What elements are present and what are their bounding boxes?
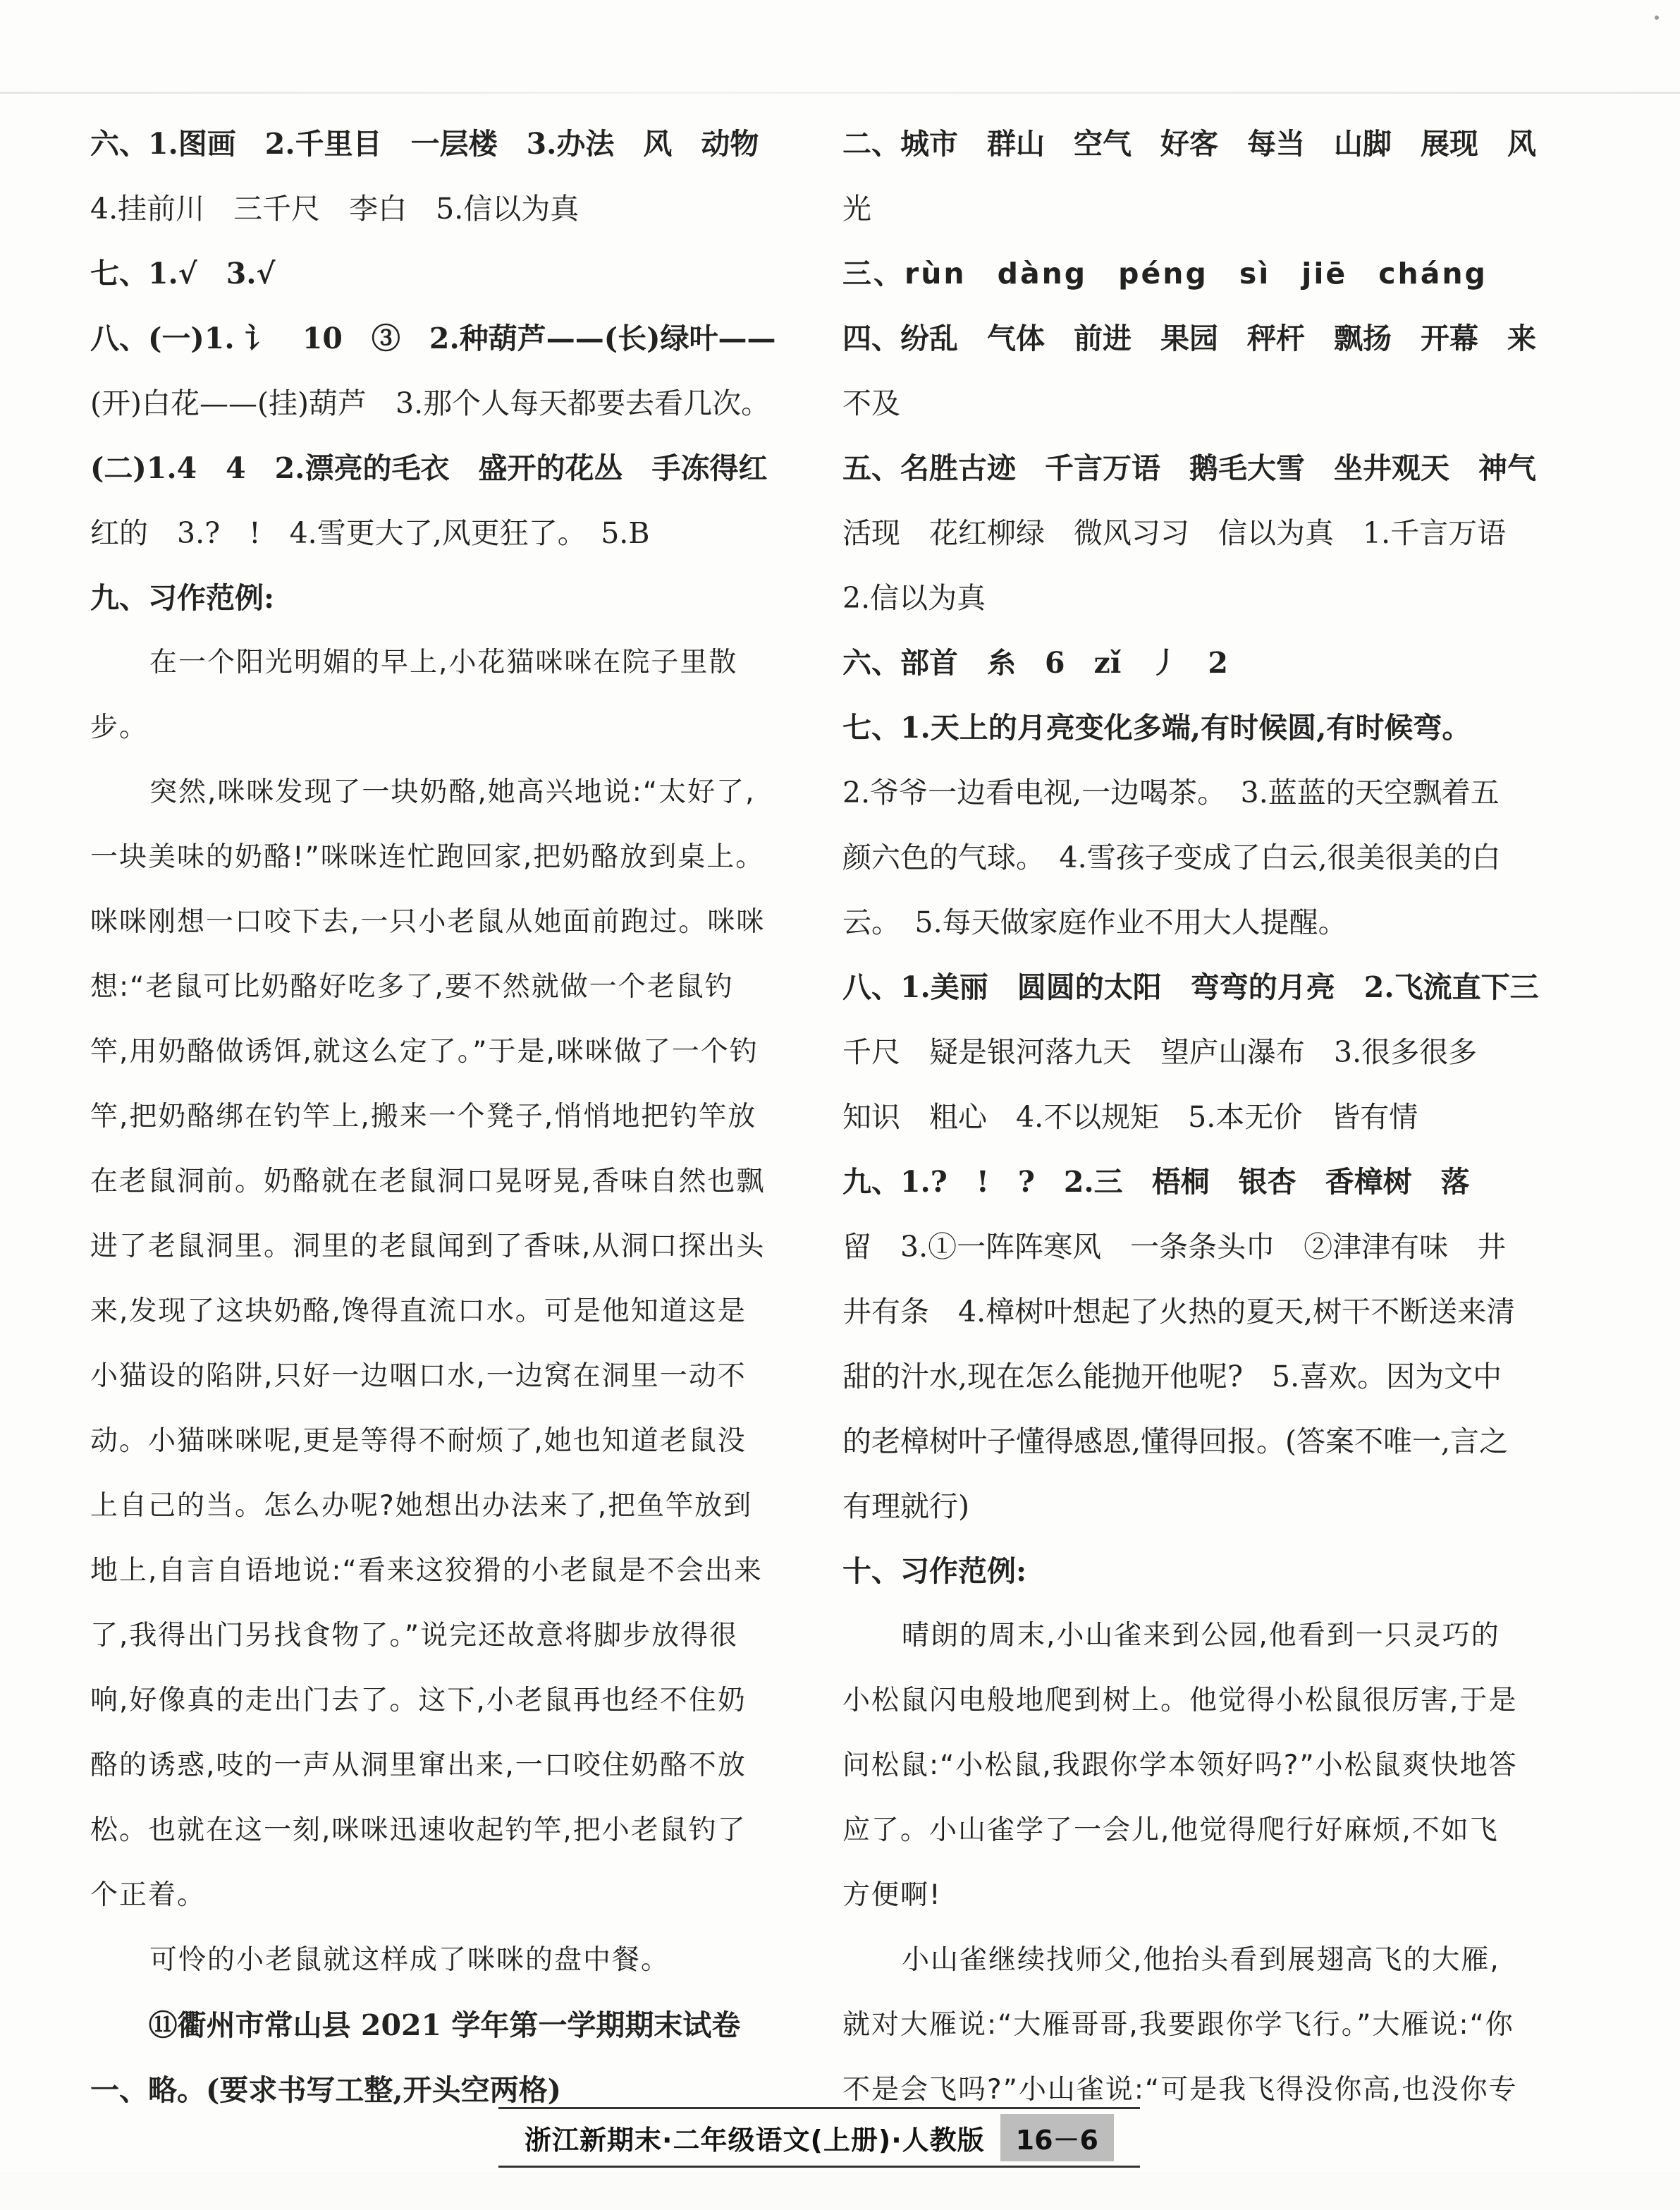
right-column-line: 十、习作范例: <box>842 1554 1027 1588</box>
footer-banner <box>498 2107 1140 2168</box>
right-column-line: 小山雀继续找师父,他抬头看到展翅高飞的大雁, <box>902 1944 1500 1976</box>
right-column-line: 方便啊! <box>842 1879 942 1911</box>
right-column-line: 不是会飞吗?”小山雀说:“可是我飞得没你高,也没你专 <box>842 2074 1518 2106</box>
right-column-line: 就对大雁说:“大雁哥哥,我要跟你学飞行。”大雁说:“你 <box>842 2009 1514 2041</box>
right-column-line: 留 3.①一阵阵寒风 一条条头巾 ②津津有味 井 <box>842 1230 1507 1264</box>
right-column-line: 2.爷爷一边看电视,一边喝茶。 3.蓝蓝的天空飘着五 <box>842 776 1500 810</box>
left-column-line: 来,发现了这块奶酪,馋得直流口水。可是他知道这是 <box>90 1295 747 1327</box>
page-number: 16－6 <box>1000 2114 1114 2161</box>
page-edge <box>0 2172 1680 2210</box>
left-column-line: 个正着。 <box>90 1879 207 1911</box>
right-column-line: 八、1.美丽 圆圆的太阳 弯弯的月亮 2.飞流直下三 <box>842 970 1539 1004</box>
right-column-line: 光 <box>842 192 871 226</box>
left-column-line: 七、1.√ 3.√ <box>90 257 276 291</box>
left-column-line: 竿,用奶酪做诱饵,就这么定了。”于是,咪咪做了一个钓 <box>90 1036 759 1068</box>
left-column-line: 4.挂前川 三千尺 李白 5.信以为真 <box>90 192 580 226</box>
left-column-line: (二)1.4 4 2.漂亮的毛衣 盛开的花丛 手冻得红 <box>90 451 768 485</box>
left-column <box>90 111 799 2123</box>
left-column-line: 酪的诱惑,吱的一声从洞里窜出来,一口咬住奶酪不放 <box>90 1750 747 1781</box>
left-column-line: 响,好像真的走出门去了。这下,小老鼠再也经不住奶 <box>90 1685 747 1716</box>
right-column-line: 二、城市 群山 空气 好客 每当 山脚 展现 风 <box>842 127 1536 161</box>
right-column-line: 三、rùn dàng péng sì jiē cháng <box>842 257 1488 291</box>
right-column-line: 知识 粗心 4.不以规矩 5.本无价 皆有情 <box>842 1100 1418 1134</box>
right-column-line: 活现 花红柳绿 微风习习 信以为真 1.千言万语 <box>842 516 1507 550</box>
left-column-line: 进了老鼠洞里。洞里的老鼠闻到了香味,从洞口探出头 <box>90 1231 766 1262</box>
footer-title: 浙江新期末·二年级语文(上册)·人教版 <box>525 2124 985 2156</box>
right-column-line: 应了。小山雀学了一会儿,他觉得爬行好麻烦,不如飞 <box>842 1814 1499 1846</box>
right-column-line: 小松鼠闪电般地爬到树上。他觉得小松鼠很厉害,于是 <box>842 1685 1518 1716</box>
right-column-line: 2.信以为真 <box>842 581 986 615</box>
left-column-line: 松。也就在这一刻,咪咪迅速收起钓竿,把小老鼠钓了 <box>90 1814 747 1846</box>
right-column-line: 五、名胜古迹 千言万语 鹅毛大雪 坐井观天 神气 <box>842 451 1536 485</box>
right-column-line: 云。 5.每天做家庭作业不用大人提醒。 <box>842 905 1347 939</box>
left-column-line: 动。小猫咪咪呢,更是等得不耐烦了,她也知道老鼠没 <box>90 1425 747 1457</box>
left-column-line: (开)白花——(挂)葫芦 3.那个人每天都要去看几次。 <box>90 386 771 420</box>
left-column-line: 红的 3.? ! 4.雪更大了,风更狂了。 5.B <box>90 516 650 550</box>
right-column-line: 的老樟树叶子懂得感恩,懂得回报。(答案不唯一,言之 <box>842 1424 1509 1458</box>
left-column-line: 在一个阳光明媚的早上,小花猫咪咪在院子里散 <box>149 647 738 678</box>
right-column-line: 甜的汁水,现在怎么能抛开他呢? 5.喜欢。因为文中 <box>842 1360 1502 1393</box>
left-column-line: ⑪衢州市常山县 2021 学年第一学期期末试卷 <box>148 2008 741 2042</box>
left-column-line: 突然,咪咪发现了一块奶酪,她高兴地说:“太好了, <box>149 776 756 808</box>
left-column-line: 一、略。(要求书写工整,开头空两格) <box>90 2073 562 2107</box>
left-column-line: 在老鼠洞前。奶酪就在老鼠洞口晃呀晃,香味自然也飘 <box>90 1166 766 1197</box>
right-column-line: 七、1.天上的月亮变化多端,有时候圆,有时候弯。 <box>842 711 1471 745</box>
right-column-line: 九、1.? ! ? 2.三 梧桐 银杏 香樟树 落 <box>842 1165 1470 1199</box>
right-column-line: 千尺 疑是银河落九天 望庐山瀑布 3.很多很多 <box>842 1035 1478 1069</box>
top-rule <box>0 92 1680 94</box>
right-column-line: 不及 <box>842 386 900 420</box>
right-column-line: 有理就行) <box>842 1489 969 1523</box>
right-column-line: 六、部首 糸 6 zǐ 丿 2 <box>842 646 1228 680</box>
left-column-line: 咪咪刚想一口咬下去,一只小老鼠从她面前跑过。咪咪 <box>90 906 766 938</box>
left-column-line: 九、习作范例: <box>90 581 275 615</box>
left-column-line: 一块美味的奶酪!”咪咪连忙跑回家,把奶酪放到桌上。 <box>90 841 765 873</box>
left-column-line: 竿,把奶酪绑在钓竿上,搬来一个凳子,悄悄地把钓竿放 <box>90 1101 757 1133</box>
left-column-line: 地上,自言自语地说:“看来这狡猾的小老鼠是不会出来 <box>90 1555 763 1587</box>
right-column-line: 颜六色的气球。 4.雪孩子变成了白云,很美很美的白 <box>842 841 1501 874</box>
left-column-line: 步。 <box>90 712 149 743</box>
corner-mark <box>1655 16 1659 20</box>
left-column-line: 了,我得出门另找食物了。”说完还故意将脚步放得很 <box>90 1620 739 1652</box>
right-column <box>842 111 1555 2123</box>
left-column-line: 可怜的小老鼠就这样成了咪咪的盘中餐。 <box>149 1944 670 1976</box>
right-column-line: 井有条 4.樟树叶想起了火热的夏天,树干不断送来清 <box>842 1295 1516 1329</box>
right-column-line: 四、纷乱 气体 前进 果园 秤杆 飘扬 开幕 来 <box>842 322 1536 355</box>
left-column-line: 六、1.图画 2.千里目 一层楼 3.办法 风 动物 <box>90 127 759 161</box>
right-column-line: 问松鼠:“小松鼠,我跟你学本领好吗?”小松鼠爽快地答 <box>842 1750 1518 1781</box>
left-column-line: 八、(一)1. 讠 10 ③ 2.种葫芦——(长)绿叶—— <box>90 322 776 355</box>
left-column-line: 想:“老鼠可比奶酪好吃多了,要不然就做一个老鼠钓 <box>90 971 734 1003</box>
left-column-line: 小猫设的陷阱,只好一边咽口水,一边窝在洞里一动不 <box>90 1360 747 1392</box>
right-column-line: 晴朗的周末,小山雀来到公园,他看到一只灵巧的 <box>902 1620 1500 1652</box>
left-column-line: 上自己的当。怎么办呢?她想出办法来了,把鱼竿放到 <box>90 1490 753 1522</box>
